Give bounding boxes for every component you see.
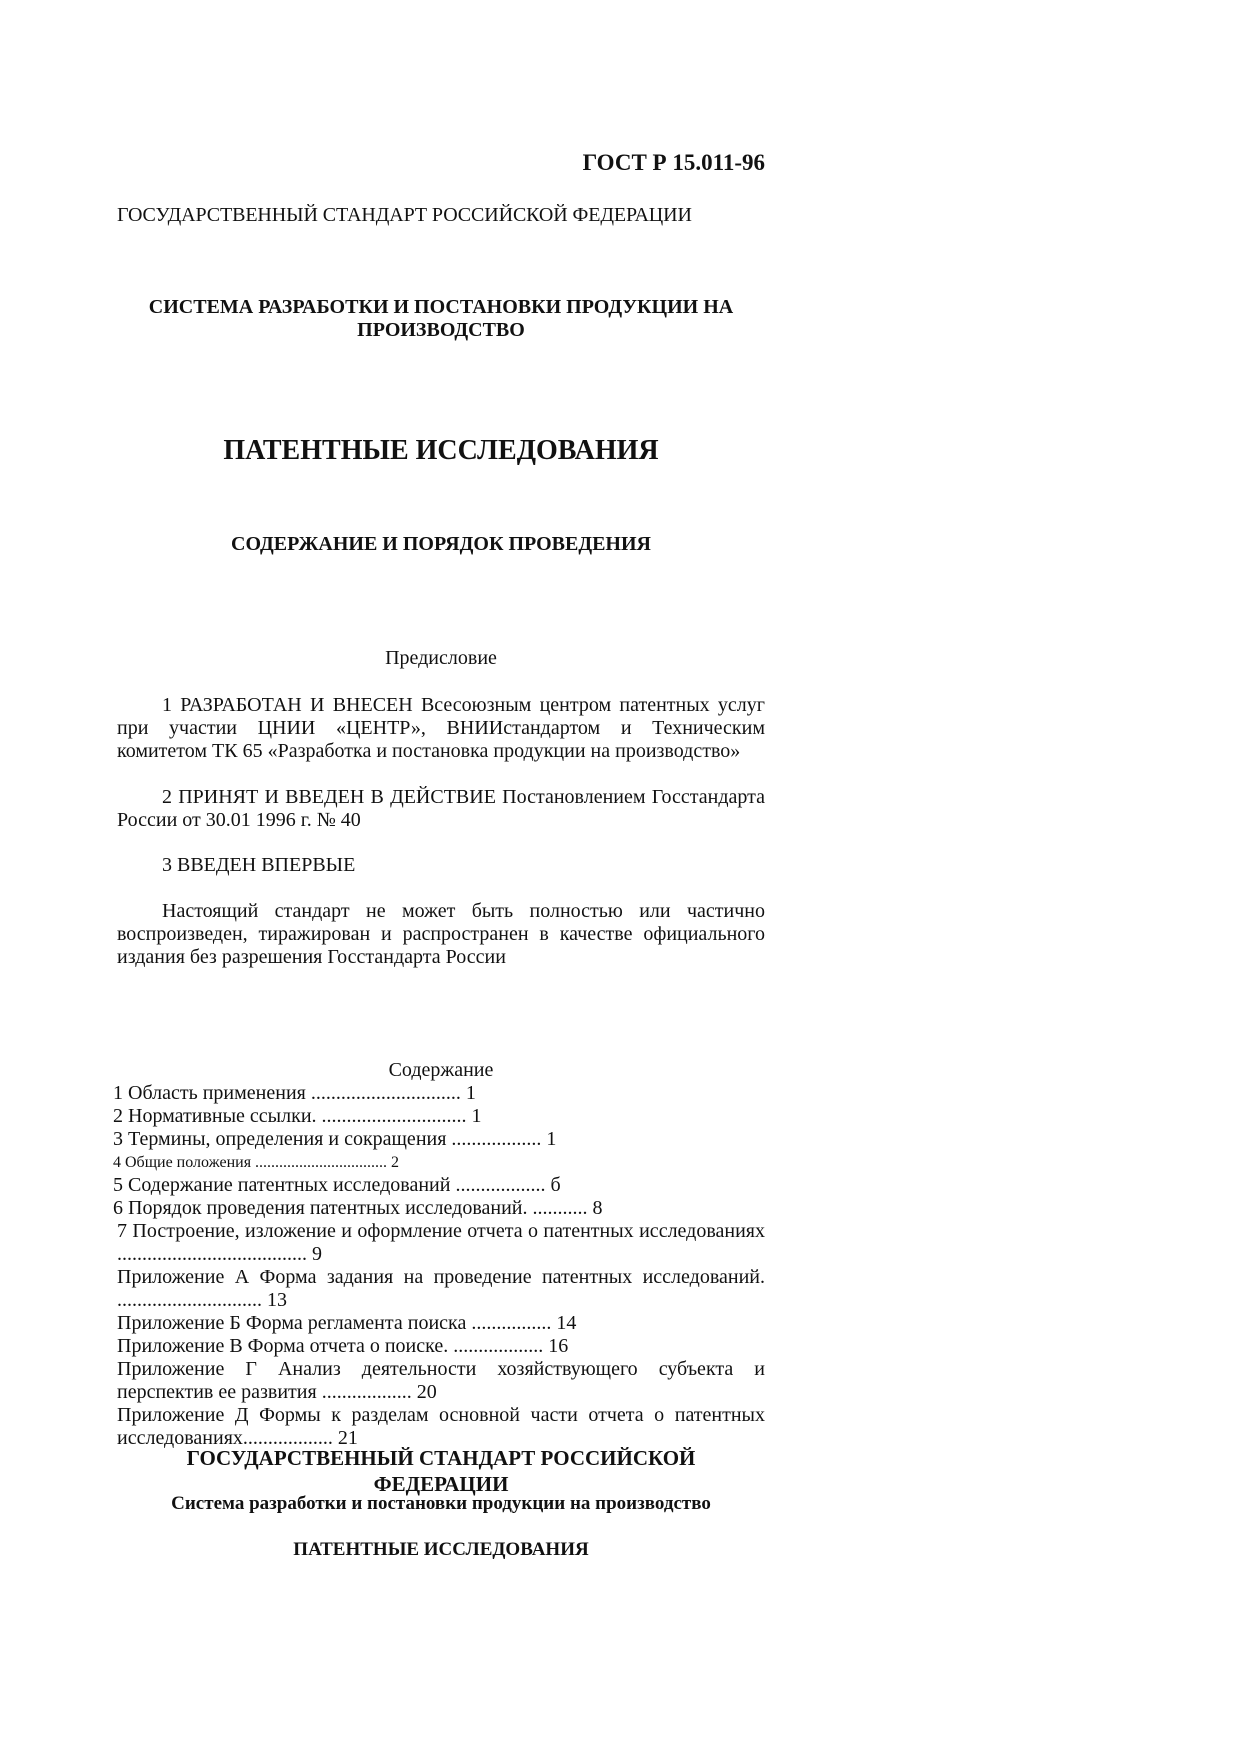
table-of-contents bbox=[113, 1082, 765, 1450]
preface-paragraph: 1 РАЗРАБОТАН И ВНЕСЕН Всесоюзным центром патентных услуг при участии ЦНИИ «ЦЕНТР», ВНИИстандартом и Техническим комитетом ТК 65 «Разработка и постановка продукции на производство» bbox=[117, 694, 765, 762]
document-code: ГОСТ Р 15.011-96 bbox=[582, 150, 765, 175]
toc-item: 3 Термины, определения и сокращения .................. 1 bbox=[113, 1128, 557, 1150]
toc-item: 5 Содержание патентных исследований .................. б bbox=[113, 1174, 561, 1196]
footer-main-title: ПАТЕНТНЫЕ ИССЛЕДОВАНИЯ bbox=[293, 1539, 589, 1560]
system-title: СИСТЕМА РАЗРАБОТКИ И ПОСТАНОВКИ ПРОДУКЦИИ НА ПРОИЗВОДСТВО bbox=[148, 296, 734, 341]
toc-item: Приложение Г Анализ деятельности хозяйствующего субъекта и перспектив ее развития .................. 20 bbox=[117, 1358, 765, 1403]
state-standard-heading: ГОСУДАРСТВЕННЫЙ СТАНДАРТ РОССИЙСКОЙ ФЕДЕРАЦИИ bbox=[117, 204, 692, 226]
toc-item: Приложение Б Форма регламента поиска ................ 14 bbox=[117, 1312, 577, 1334]
toc-item: 2 Нормативные ссылки. ............................. 1 bbox=[113, 1105, 482, 1127]
toc-item: 7 Построение, изложение и оформление отчета о патентных исследованиях ...................................... 9 bbox=[117, 1220, 765, 1265]
toc-item: Приложение В Форма отчета о поиске. .................. 16 bbox=[117, 1335, 569, 1357]
toc-item: 6 Порядок проведения патентных исследований. ........... 8 bbox=[113, 1197, 603, 1219]
main-title: ПАТЕНТНЫЕ ИССЛЕДОВАНИЯ bbox=[223, 435, 659, 466]
toc-item: 1 Область применения .............................. 1 bbox=[113, 1082, 476, 1104]
preface-paragraph: 2 ПРИНЯТ И ВВЕДЕН В ДЕЙСТВИЕ Постановлением Госстандарта России от 30.01 1996 г. № 40 bbox=[117, 786, 765, 831]
preface-paragraph: Настоящий стандарт не может быть полностью или частично воспроизведен, тиражирован и распространен в качестве официального издания без разрешения Госстандарта России bbox=[117, 900, 765, 968]
toc-item: 4 Общие положения ................................. 2 bbox=[113, 1154, 400, 1171]
toc-item: Приложение А Форма задания на проведение патентных исследований. ............................. 13 bbox=[117, 1266, 765, 1311]
preface-paragraph: 3 ВВЕДЕН ВПЕРВЫЕ bbox=[162, 854, 356, 876]
preface-heading: Предисловие bbox=[385, 647, 497, 669]
toc-heading: Содержание bbox=[388, 1059, 494, 1081]
footer-state-standard: ГОСУДАРСТВЕННЫЙ СТАНДАРТ РОССИЙСКОЙ ФЕДЕРАЦИИ bbox=[186, 1446, 696, 1496]
toc-item: Приложение Д Формы к разделам основной части отчета о патентных исследованиях.................. 21 bbox=[117, 1404, 765, 1449]
footer-system-title: Система разработки и постановки продукции на производство bbox=[171, 1493, 711, 1514]
subtitle: СОДЕРЖАНИЕ И ПОРЯДОК ПРОВЕДЕНИЯ bbox=[231, 533, 651, 555]
